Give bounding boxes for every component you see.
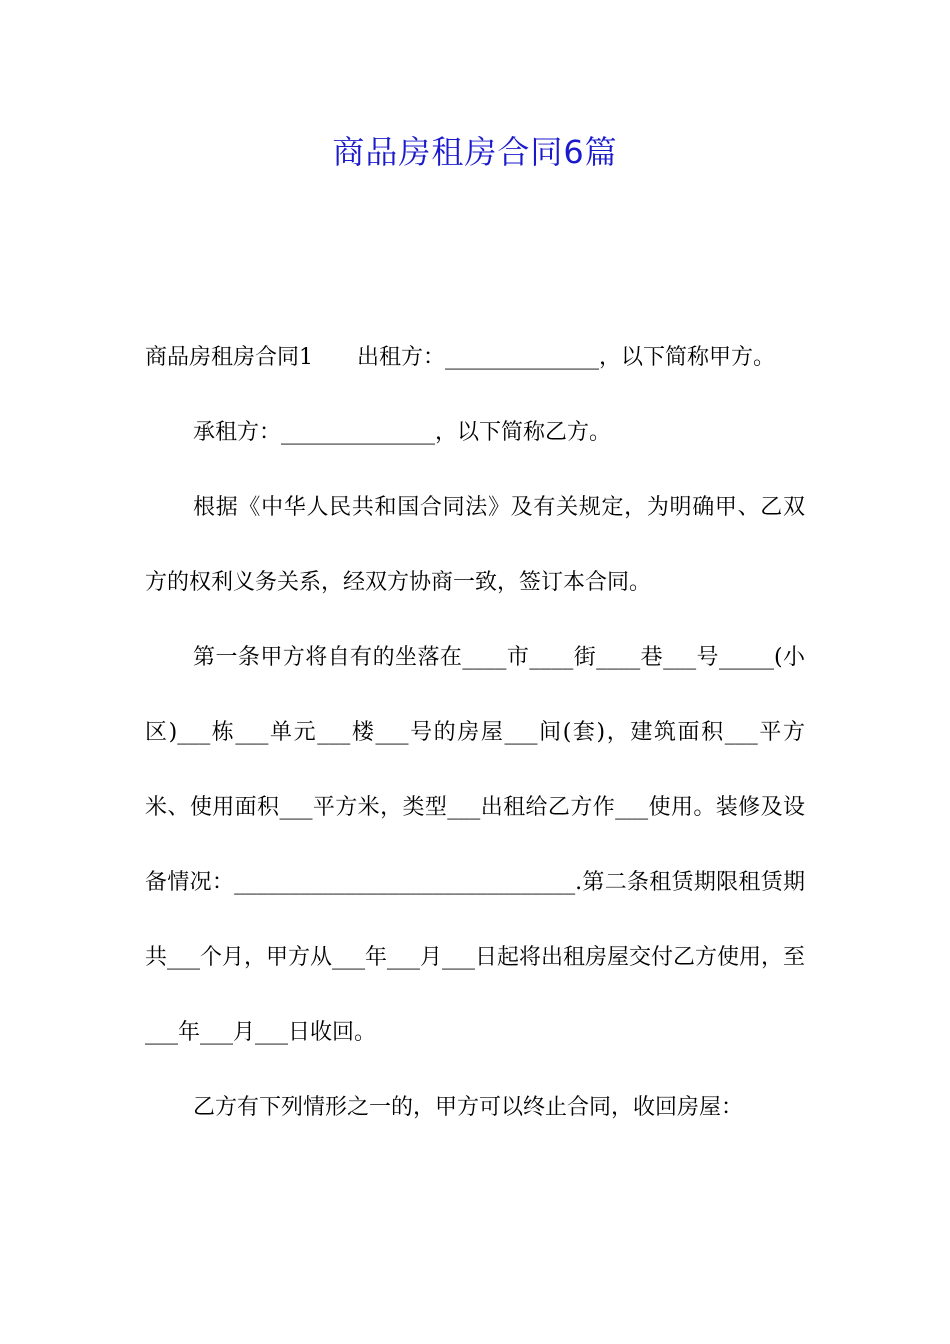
paragraph-2: 承租方：______________，以下简称乙方。 — [193, 420, 612, 445]
paragraph-5: 乙方有下列情形之一的，甲方可以终止合同，收回房屋： — [193, 1095, 744, 1120]
document-title: 商品房租房合同6篇 — [332, 133, 618, 171]
paragraph-1: 商品房租房合同1 出租方：______________，以下简称甲方。 — [145, 345, 775, 370]
document-body — [145, 320, 805, 1145]
paragraph-3: 根据《中华人民共和国合同法》及有关规定，为明确甲、乙双方的权利义务关系，经双方协商一致，签订本合同。 — [145, 495, 805, 595]
paragraph-4: 第一条甲方将自有的坐落在____市____街____巷___号_____(小区)___栋___单元___楼___号的房屋___间(套)，建筑面积___平方米、使用面积___平方米，类型___出租给乙方作___使用。装修及设备情况：_______________________________.第二条租赁期限租赁期共___个月，甲方从___年___月___日起将出租房屋交付乙方使用，至___年___月___日收回。 — [145, 645, 806, 1045]
